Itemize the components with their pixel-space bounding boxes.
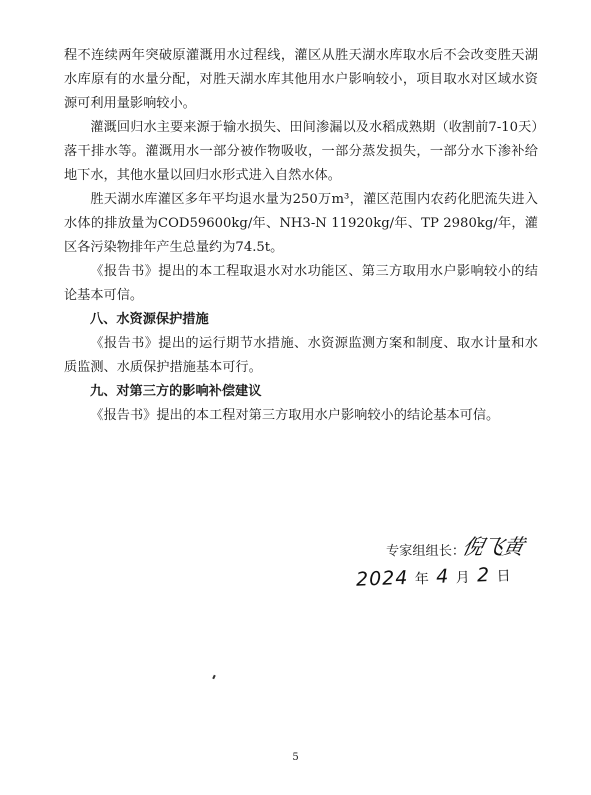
handwritten-date [356, 563, 512, 590]
paragraph-5: 《报告书》提出的运行期节水措施、水资源监测方案和制度、取水计量和水质监测、水质保护措施基本可行。 [64, 336, 538, 375]
paragraph-3: 胜天湖水库灌区多年平均退水量为250万m³，灌区范围内农药化肥流失进入水体的排放量为COD59600kg/年、NH3-N 11920kg/年、TP 2980kg/年，灌区各污染物排年产生总量约为74.5t。 [64, 192, 538, 255]
paragraph-6: 《报告书》提出的本工程对第三方取用水户影响较小的结论基本可信。 [90, 408, 500, 423]
page-number: 5 [292, 752, 299, 763]
paragraph-4: 《报告书》提出的本工程取退水对水功能区、第三方取用水户影响较小的结论基本可信。 [64, 264, 538, 303]
date-day: 2 [476, 564, 491, 587]
signature-label: 专家组组长： [386, 544, 466, 559]
document-body [64, 44, 538, 428]
date-month: 4 [435, 565, 450, 588]
section-heading-8: 八、水资源保护措施 [90, 312, 209, 327]
handwritten-signature: 倪飞黄 [460, 535, 526, 559]
paragraph-1: 程不连续两年突破原灌溉用水过程线，灌区从胜天湖水库取水后不会改变胜天湖水库原有的水量分配，对胜天湖水库其他用水户影响较小，项目取水对区域水资源可利用量影响较小。 [64, 48, 538, 111]
date-year-unit: 年 [414, 571, 431, 588]
scan-speck [212, 675, 216, 679]
date-day-unit: 日 [496, 568, 512, 585]
section-heading-9: 九、对第三方的影响补偿建议 [90, 384, 262, 399]
date-year: 2024 [355, 566, 409, 591]
paragraph-2: 灌溉回归水主要来源于输水损失、田间渗漏以及水稻成熟期（收割前7-10天）落干排水等。灌溉用水一部分被作物吸收，一部分蒸发损失，一部分水下渗补给地下水，其他水量以回归水形式进入自然水体。 [64, 120, 538, 183]
date-month-unit: 月 [455, 569, 471, 587]
